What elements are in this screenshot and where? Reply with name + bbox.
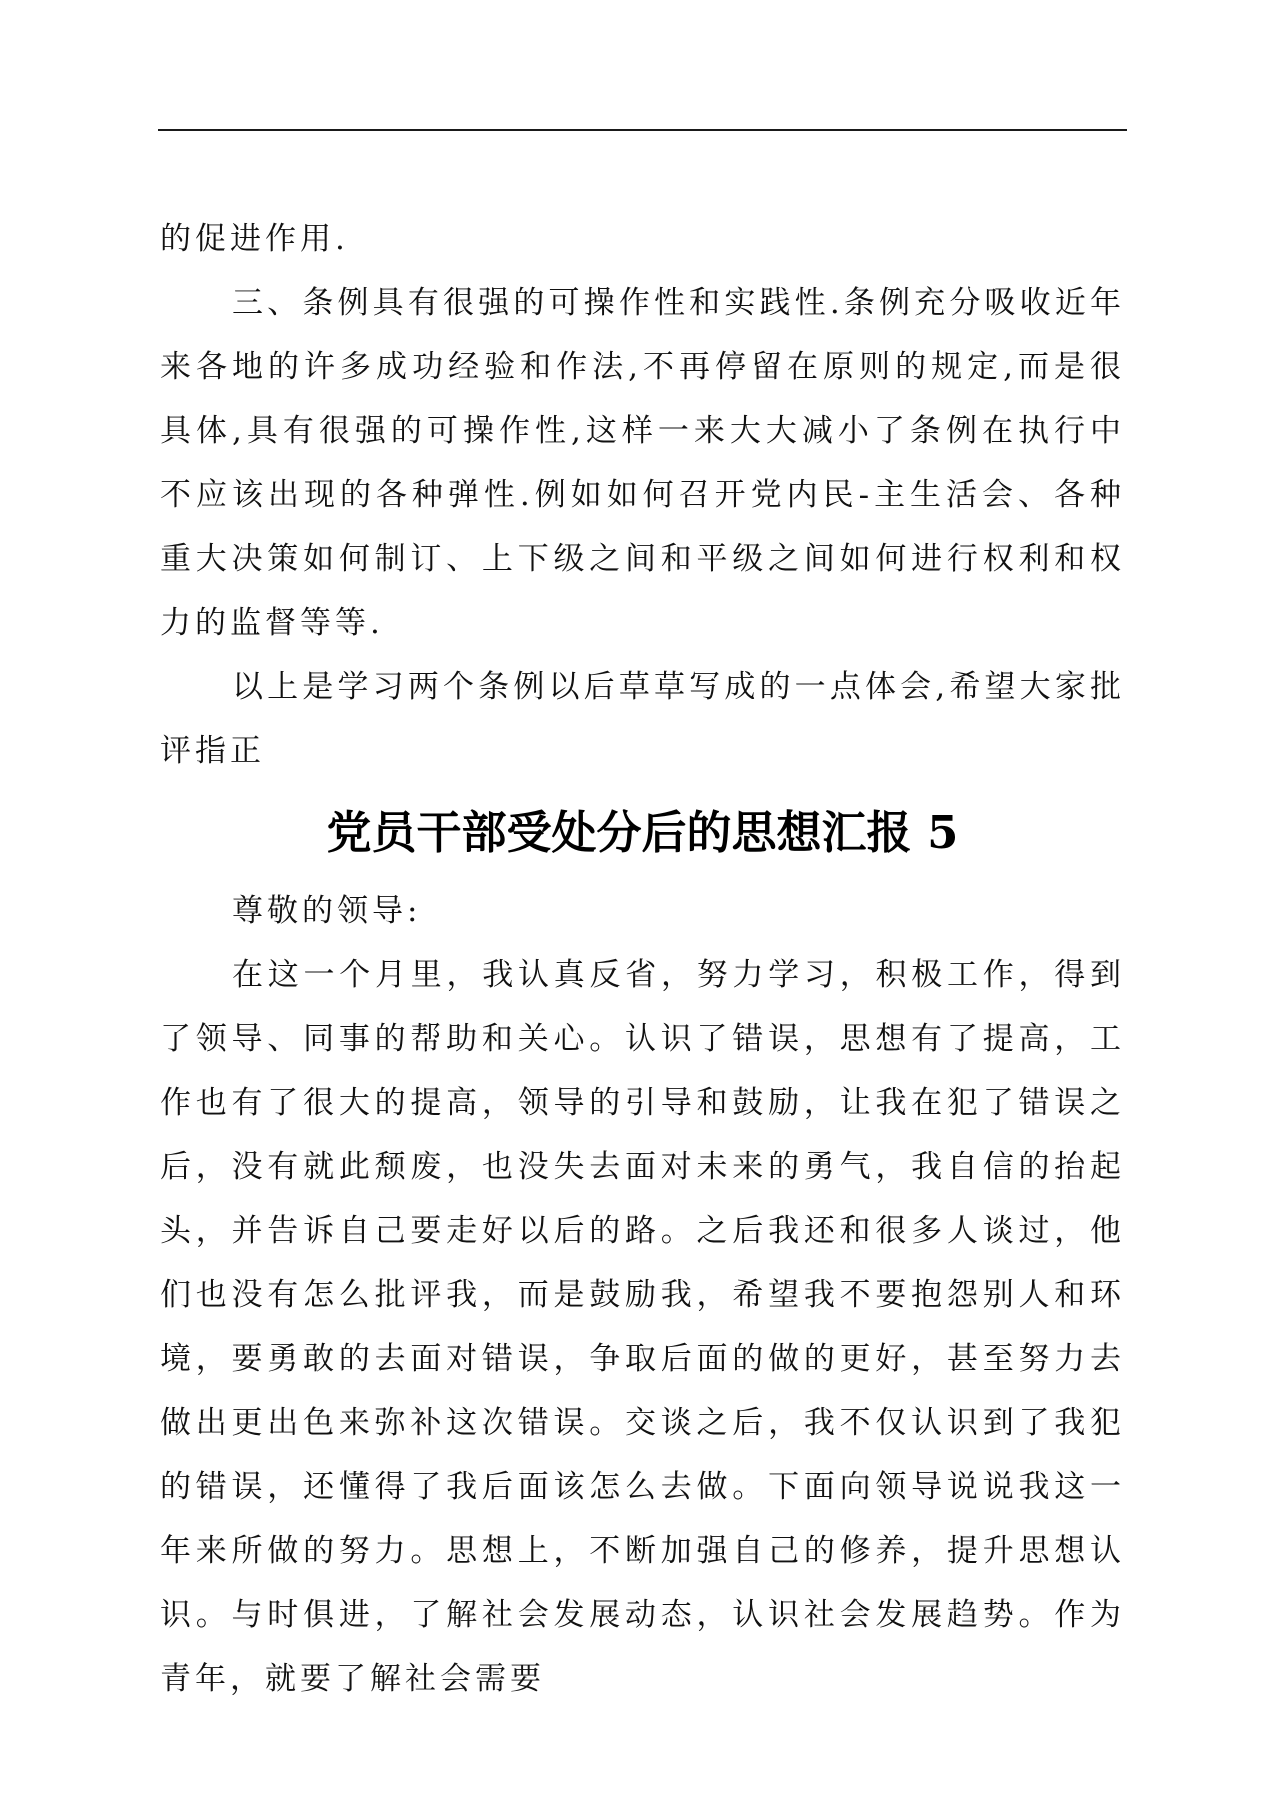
report-body-paragraph: 在这一个月里，我认真反省，努力学习，积极工作，得到了领导、同事的帮助和关心。认识了错误，思想有了提高，工作也有了很大的提高，领导的引导和鼓励，让我在犯了错误之后，没有就此颓废，也没失去面对未来的勇气，我自信的抬起头，并告诉自己要走好以后的路。之后我还和很多人谈过，他们也没有怎么批评我，而是鼓励我，希望我不要抱怨别人和环境，要勇敢的去面对错误，争取后面的做的更好，甚至努力去做出更出色来弥补这次错误。交谈之后，我不仅认识到了我犯的错误，还懂得了我后面该怎么去做。下面向领导说说我这一年来所做的努力。思想上，不断加强自己的修养，提升思想认识。与时俱进，了解社会发展动态，认识社会发展趋势。作为青年，就要了解社会需要 [160, 957, 1125, 1697]
section-three-paragraph: 三、条例具有很强的可操作性和实践性.条例充分吸收近年来各地的许多成功经验和作法,不再停留在原则的规定,而是很具体,具有很强的可操作性,这样一来大大减小了条例在执行中不应该出现的各种弹性.例如如何召开党内民-主生活会、各种重大决策如何制订、上下级之间和平级之间如何进行权利和权力的监督等等. [160, 285, 1125, 641]
salutation: 尊敬的领导: [232, 893, 422, 929]
header-rule [158, 129, 1127, 131]
continuation-text: 的促进作用. [160, 221, 349, 257]
document-body [160, 207, 1125, 1711]
closing-paragraph: 以上是学习两个条例以后草草写成的一点体会,希望大家批评指正 [160, 669, 1125, 769]
report-title: 党员干部受处分后的思想汇报 5 [326, 806, 959, 859]
